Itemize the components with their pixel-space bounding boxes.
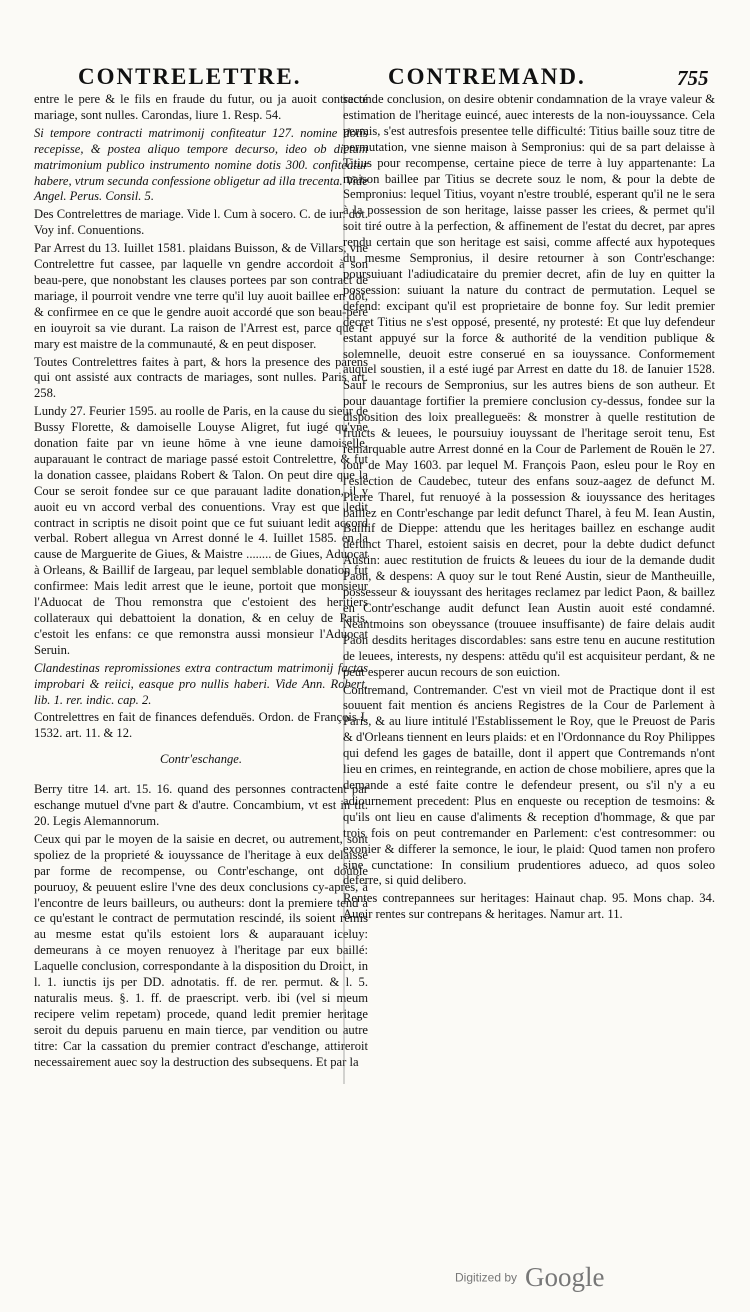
paragraph: Des Contrelettres de mariage. Vide l. Cum à socero. C. de iur. dot. Voy inf. Conuentions. (34, 207, 368, 238)
paragraph: Rentes contrepannees sur heritages: Hainaut chap. 95. Mons chap. 34. Auoir rentes sur contrepans & heritages. Namur art. 11. (343, 891, 715, 922)
paragraph: Toutes Contrelettres faites à part, & hors la presence des parens qui ont assisté aux contracts de mariages, sont nulles. Paris art. 258. (34, 354, 368, 401)
digitized-by-text: Digitized by (455, 1270, 518, 1285)
left-running-title: CONTRELETTRE. (78, 64, 302, 89)
paragraph: Berry titre 14. art. 15. 16. quand des personnes contractent par eschange mutuel d'vne part & d'autre. Concambium, vt est in tit. 20. Legis Alemannorum. (34, 782, 368, 828)
latin-paragraph: Clandestinas repromissiones extra contractum matrimonij factas improbari & reiici, easque pro nullis haberi. Vide Ann. Robert. lib. 1. rer. indic. cap. 2. (34, 660, 368, 707)
paragraph: Par Arrest du 13. Iuillet 1581. plaidans Buisson, & de Villars, vne Contrelettre fut cassee, par laquelle vn gendre accordoit à son beau-pere, que nonobstant les clauses portees par son contract de mariage, il pourroit vendre vne terre qu'il luy auoit baillee en dot, & confirmee en ce que le gendre auoit accordé que son beau-pere en iouyroit sa vie durant. La raison de l'Arrest est, parce que le mary est maistre de la communauté, & en peut disposer. (34, 241, 368, 351)
section-heading: Contr'eschange. (159, 752, 243, 767)
paragraph: seconde conclusion, on desire obtenir condamnation de la vraye valeur & estimation de l'heritage euincé, auec interests de la non-iouyssance. Cela permis, s'est autresfois presentee telle difficulté: Titius baille souz titre de permutation, vne sienne maison à Sempronius: qui de sa part delaisse à Titius pour recompense, certaine piece de terre à luy appartenante: La maison baillee par Titius se decrete souz le nom, & pour la debte de Sempronius: lequel Titius, voyant n'estre troublé, esperant qu'il ne le sera à la possession de son heritage, laisse passer les criees, & permet qu'il soit tiré outre à la perfection, & affinement de l'estat du decret, par apres rendu certain que son heritage est saisi, comme affecté aux hypoteques du mesme Sempronius, il desire retourner à son Contr'eschange: poursuiuant l'adiudicataire du premier decret, afin de luy en quitter la possession: suiuant la nature du contract de permutation. Lequel se defend: excipant qu'il est proprietaire de bonne foy. Sur ledit premier decret Titius ne s'est opposé, presenté, ny protesté: Et que luy defendeur estant appuyé sur la force & authorité de la vendition publique & solemnelle, deuoit estre conserué en sa iouyssance. Conformement auquel soustien, il a esté iugé par Arrest en datte du 18. de Ianuier 1528. Sauf le recours de Sempronius, sur les autres biens de son autheur. Et pour dauantage fortifier la premiere conclusion cy-dessus, fondee sur la disposition des loix preallegueës: & monstrer à quelle restitution de fruicts & leuees, le poursuiuy iouyssant de l'heritage seroit tenu, Est remarquable autre Arrest donné en la Cour de Parlement de Rouën le 27. iour de May 1603. par lequel M. François Paon, esleu pour le Roy en l'eslection de Caudebec, tuteur des enfans souz-aagez de defunct M. Pierre Tharel, fut renuoyé à la possession & iouyssance des heritages baillez en Contr'eschange par ledit defunct Tharel, à feu M. Iean Austin, Baillif de Dieppe: attendu que les heritages baillez en eschange audit defunct Tharel, estoient saisis en decret, pour la debte dudict defunct Austin: auec restitution de fruicts & leuees du iour de la demande dudit Paon, & despens: A quoy sur le tout René Austin, sieur de Mantheuille, possesseur & iouyssant des heritages reclamez par ledict Paon, & baillez en Contr'eschange audit defunct Iean Austin auoit esté condamné. Neantmoins son obeyssance (trouuee insuffisante) de faire delais audit Paon desdits heritages discordables: sans estre tenu en aucune restitution de leuees, interests, ny despens: attēdu qu'il est acquisiteur perdant, & ne peut esperer aucun recours de son euiction. (343, 92, 715, 679)
paragraph: Lundy 27. Feurier 1595. au roolle de Paris, en la cause du sieur de Bussy Florette, & damoiselle Louyse Aligret, fut iugé qu'vne donation faite par vn ieune hōme à vne ieune damoiselle, auparauant le contract de mariage passé estoit Contrelettre, & fut la donation cassee, plaidans Robert & Talon. On peut dire que la Cour se seroit fondee sur ce que parauant ladite donation, il y auoit eu vn accord verbal des conuentions. Vray est que ledit contract in scriptis ne disoit point que ce fut suiuant ledit accord verbal. Robert allegua vn Arrest donné le 4. Iuillet 1585. en la cause de Marguerite de Giues, & Maistre ........ de Giues, Aduocat à Orleans, & Baillif de Iargeau, par lequel semblable donation fut confirmee: Mais ledit arrest que le ieune, portoit que monsieur l'Aduocat de Thou remonstra que c'estoient des heritiers collateraux qui debattoient la donation, & en celuy de Paris, c'estoit les enfans: ce que remonstra aussi monsieur l'Aduocat Seruin. (34, 404, 368, 657)
left-column (34, 92, 368, 1072)
right-column (343, 92, 715, 925)
paragraph: entre le pere & le fils en fraude du futur, ou ja auoit contracté mariage, sont nulles. Carondas, liure 1. Resp. 54. (34, 92, 368, 122)
page-number: 755 (677, 66, 709, 90)
digitized-by-watermark (455, 1262, 605, 1293)
paragraph: Contremand, Contremander. C'est vn vieil mot de Practique dont il est souuent fait mention és anciens Registres de la Cour de Parlement à Paris, & au liure intitulé l'Establissement le Roy, que le Preuost de Paris & d'Orleans tiennent en leurs plaids: et en l'Ordonnance du Roy Philippes qui defend les gages de bataille, dont il appert que Contremands n'ont lieu en crimes, en reintegrande, en action de chose mobiliere, apres que la demande a esté faite contre le defendeur present, ou s'il n'y a eu adiournement precedent: Plus en enqueste ou reception de tesmoins: & qu'ils ont lieu en cause d'aliments & reception d'hommage, & que par trois fois on peut contremander en Parlement: c'est contresommer: ou exonier & differer la semonce, le iour, le plaid: Quod tamen non profero sine cunctatione: In consilium prudentiores adueco, ad quos soleo deferre, si quid delibero. (343, 682, 715, 888)
latin-paragraph: Si tempore contracti matrimonij confiteatur 127. nomine dotis recepisse, & postea aliquo tempore decurso, ideo ob dictum matrimonium publico instrumento nomine dotis 300. confiteatur habere, vtrum secunda confessione obligetur ad illa trecenta. Vide Angel. Perus. Consil. 5. (34, 125, 368, 204)
paragraph: Contrelettres en fait de finances defenduës. Ordon. de François I. 1532. art. 11. & 12. (34, 710, 368, 741)
google-logo: Google (525, 1262, 605, 1292)
right-running-title: CONTREMAND. (388, 64, 586, 89)
paragraph: Ceux qui par le moyen de la saisie en decret, ou autrement, sont spoliez de la proprieté & iouyssance de l'heritage à eux delaissé par forme de recompense, ou Contr'eschange, ont double pouruoy, & peuuent eslire l'vne des deux conclusions cy-apres, à l'encontre de leurs bailleurs, ou autheurs: dont la premiere tend à ce qu'estant le contract de permutation rescindé, ils soient remis au mesme estat qu'ils estoient lors & auparauant iceluy: demeurans à ce moyen renuoyez à l'heritage par eux baillé: Laquelle conclusion, correspondante à la disposition du Droict, in l. 1. iunctis ijs per DD. adnotatis. ff. de rer. permut. & l. 5. naturalis meus. §. 1. ff. de praescript. verb. ibi (vel si meum recipere velim repetam) procede, quand ledit premier heritage seroit du depuis paruenu en main tierce, par vendition ou autre titre: Car la cassation du premier contract d'eschange, attireroit necessairement auec soy la destruction des subsequens. Et par la (34, 831, 368, 1069)
